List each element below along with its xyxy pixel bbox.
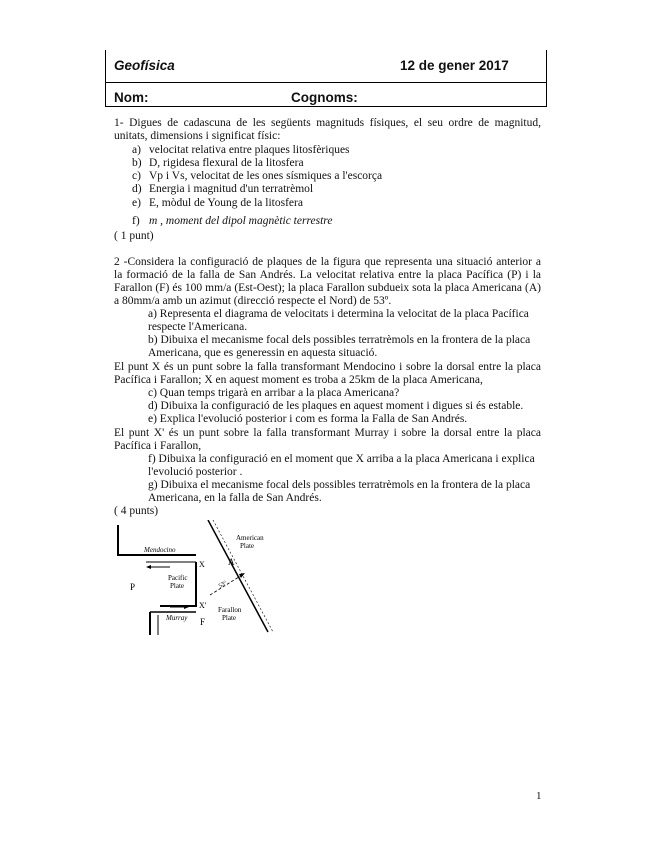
q2-x-point-line: El punt X és un punt sobre la falla transformant Mendocino i sobre la dorsal entre la placa: [114, 361, 541, 373]
q1-item-c: Vp i Vs, velocitat de les ones sísmiques a l'escorça: [149, 170, 383, 182]
plate-configuration-figure: [110, 520, 290, 640]
pacific-plate-label-2: Plate: [170, 582, 184, 590]
q1-item-letter: d): [132, 183, 142, 195]
header-divider: [105, 82, 546, 83]
q2-part-e: e) Explica l'evolució posterior i com es forma la Falla de San Andrés.: [148, 413, 468, 425]
q2-xp-point-line: Pacífica i Farallon,: [114, 440, 202, 452]
q2-part-a-cont: respecte l'Americana.: [148, 321, 248, 333]
farallon-plate-label-1: Farallon: [218, 606, 242, 614]
q2-intro-line: Farallon (F) és 100 mm/a (Est-Oest); la placa Farallon subdueix sota la placa Americana (A): [114, 282, 541, 294]
q2-part-b: b) Dibuixa el mecanisme focal dels possibles terratrèmols en la frontera de la placa: [148, 334, 531, 346]
american-plate-label-2: Plate: [240, 542, 254, 550]
label-x: X: [199, 560, 205, 569]
label-a: A: [228, 557, 235, 567]
q1-item-d: Energia i magnitud d'un terratrèmol: [149, 183, 314, 195]
q2-part-a: a) Representa el diagrama de velocitats i determina la velocitat de la placa Pacífica: [148, 308, 529, 320]
q2-xp-point-line: El punt X' és un punt sobre la falla transformant Murray i sobre la dorsal entre la placa: [114, 427, 541, 439]
q2-part-g-cont: Americana, en la falla de San Andrés.: [148, 492, 322, 504]
q1-intro-line1: 1- Digues de cadascuna de les següents magnituds físiques, el seu ordre de magnitud,: [114, 117, 541, 129]
q1-item-b: D, rigidesa flexural de la litosfera: [149, 157, 304, 169]
q1-item-f: m , moment del dipol magnètic terrestre: [149, 215, 333, 227]
name-label: Nom:: [114, 90, 149, 105]
label-p: P: [130, 582, 136, 592]
q1-item-e: E, mòdul de Young de la litosfera: [149, 197, 303, 209]
surname-label: Cognoms:: [291, 90, 358, 105]
pacific-plate-label-1: Pacific: [168, 574, 188, 582]
q1-item-letter: b): [132, 157, 142, 169]
subject-title: Geofísica: [114, 58, 175, 73]
angle-label: 53°: [217, 580, 229, 590]
q1-intro-line2: unitats, dimensions i significat físic:: [114, 130, 281, 142]
q1-item-letter: a): [132, 144, 141, 156]
q2-part-g: g) Dibuixa el mecanisme focal dels possibles terratrèmols en la frontera de la placa: [148, 479, 531, 491]
q2-part-c: c) Quan temps trigarà en arribar a la placa Americana?: [148, 387, 400, 399]
q1-points: ( 1 punt): [114, 230, 154, 242]
mendocino-arrowhead: [146, 565, 151, 569]
murray-label: Murray: [166, 614, 188, 622]
page-number: 1: [536, 790, 542, 802]
farallon-plate-label-2: Plate: [222, 614, 236, 622]
american-plate-label-1: American: [236, 534, 264, 542]
q2-points: ( 4 punts): [114, 505, 159, 517]
q2-intro-line: la formació de la falla de San Andrés. La velocitat relativa entre la placa Pacífica (P) i la: [114, 269, 541, 281]
mendocino-label: Mendocino: [144, 546, 176, 554]
label-x-prime: X': [199, 601, 207, 610]
q2-intro-line: 2 -Considera la configuració de plaques de la figura que representa una situació anterior a: [114, 256, 541, 268]
convergence-arrowhead: [239, 573, 245, 578]
exam-date: 12 de gener 2017: [400, 58, 509, 73]
q2-part-d: d) Dibuixa la configuració de les plaques en aquest moment i digues si és estable.: [148, 400, 524, 412]
q2-part-b-cont: Americana, que es generessin en aquesta situació.: [148, 347, 378, 359]
q1-item-letter: f): [132, 215, 140, 227]
q2-part-f: f) Dibuixa la configuració en el moment que X arriba a la placa Americana i explica: [148, 453, 535, 465]
q1-item-a: velocitat relativa entre plaques litosfèriques: [149, 144, 350, 156]
q2-part-f-cont: l'evolució posterior .: [148, 466, 243, 478]
label-f: F: [200, 617, 206, 627]
q2-intro-line: a 80mm/a amb un azimut (direcció respecte el Nord) de 53º.: [114, 295, 392, 307]
q1-item-letter: c): [132, 170, 141, 182]
q2-x-point-line: Pacífica i Farallon; X en aquest moment es troba a 25km de la placa Americana,: [114, 374, 483, 386]
q1-item-letter: e): [132, 197, 141, 209]
